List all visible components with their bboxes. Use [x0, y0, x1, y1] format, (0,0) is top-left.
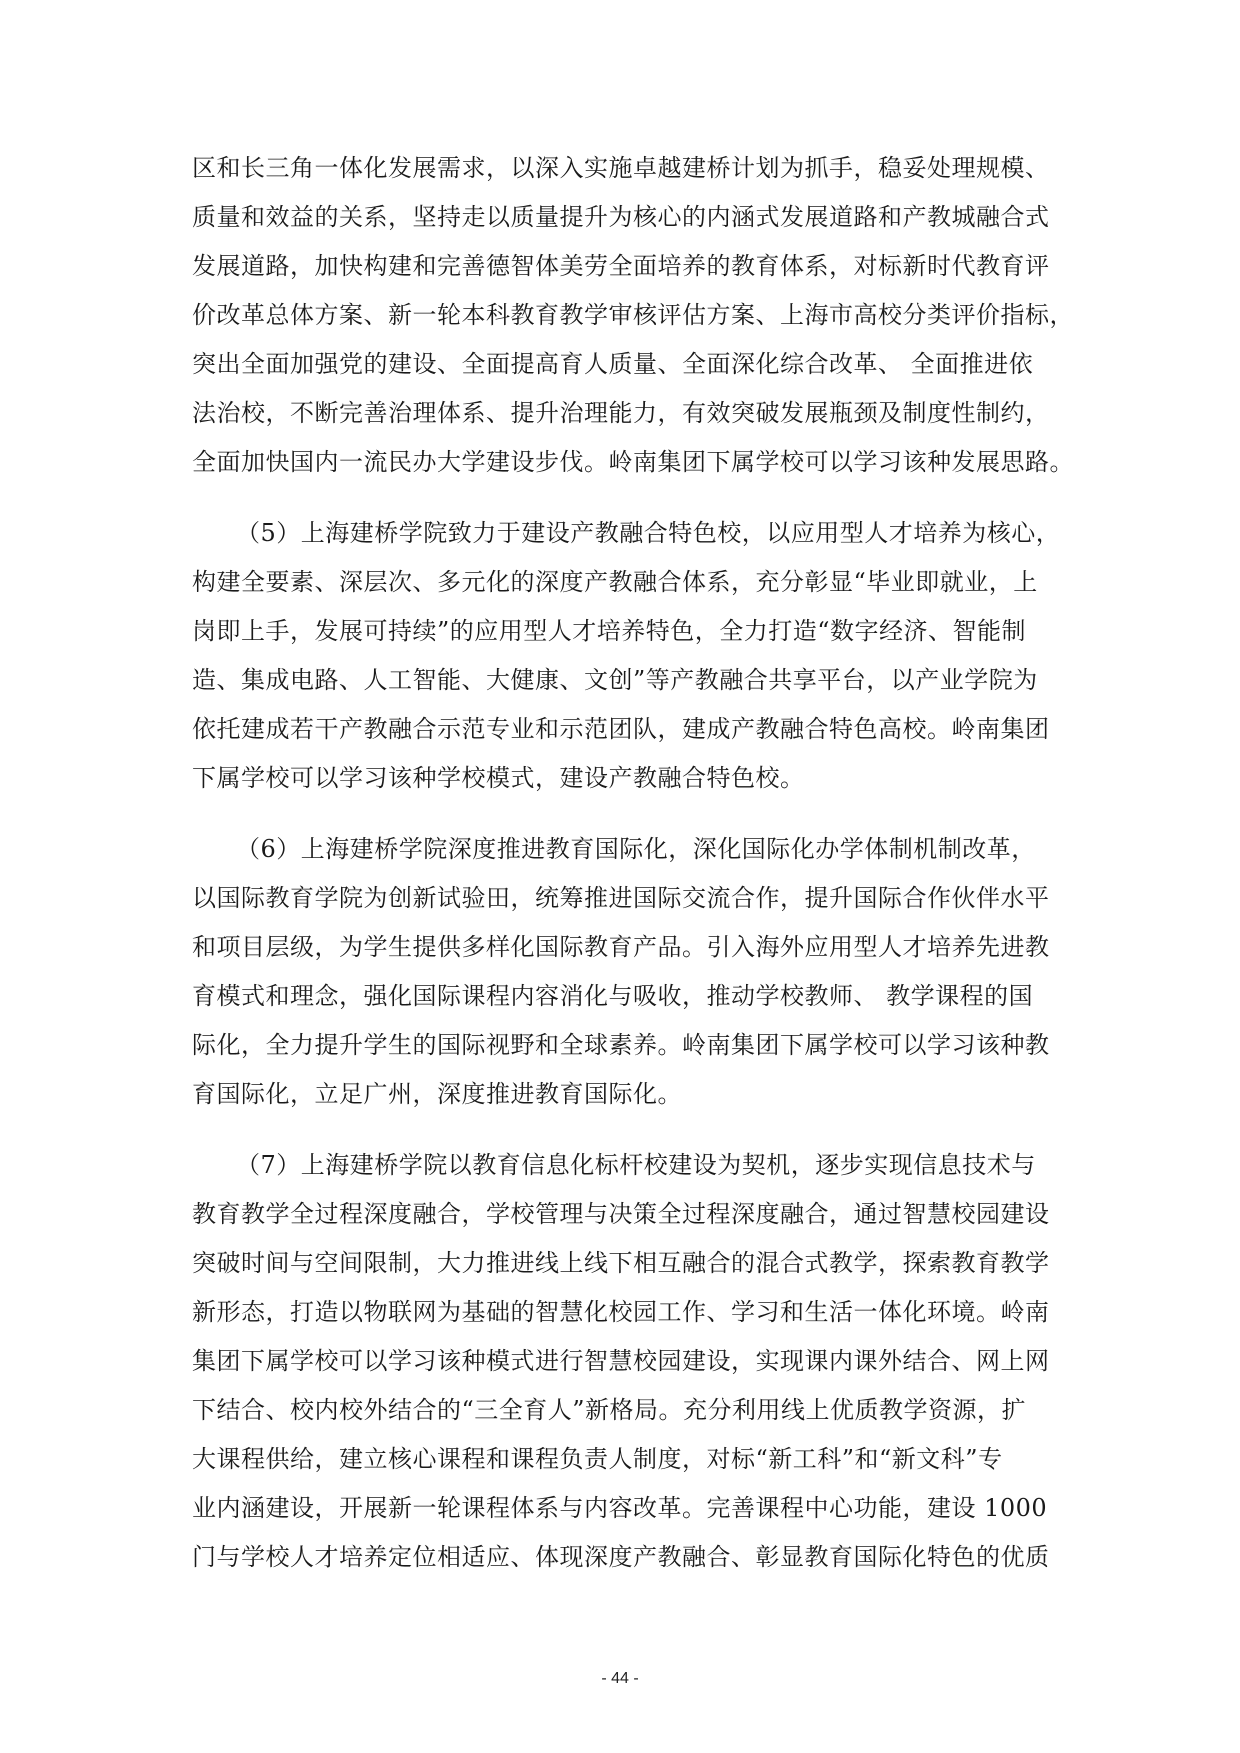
text-line: 突破时间与空间限制，大力推进线上线下相互融合的混合式教学，探索教育教学 — [192, 1249, 1050, 1277]
text-line: 法治校，不断完善治理体系、提升治理能力，有效突破发展瓶颈及制度性制约， — [192, 399, 1050, 427]
text-line: 大课程供给，建立核心课程和课程负责人制度，对标“新工科”和“新文科”专 — [192, 1445, 1003, 1473]
text-line: 下结合、校内校外结合的“三全育人”新格局。充分利用线上优质教学资源，扩 — [192, 1396, 1027, 1424]
paragraph-item-5 — [192, 509, 1062, 803]
text-line: 下属学校可以学习该种学校模式，建设产教融合特色校。 — [192, 764, 805, 792]
text-line: 发展道路，加快构建和完善德智体美劳全面培养的教育体系，对标新时代教育评 — [192, 252, 1050, 280]
text-line: 育模式和理念，强化国际课程内容消化与吸收，推动学校教师、 教学课程的国 — [192, 982, 1034, 1010]
text-line: 以国际教育学院为创新试验田，统筹推进国际交流合作，提升国际合作伙伴水平 — [192, 884, 1050, 912]
text-line: 新形态，打造以物联网为基础的智慧化校园工作、学习和生活一体化环境。岭南 — [192, 1298, 1050, 1326]
text-line: 依托建成若干产教融合示范专业和示范团队，建成产教融合特色高校。岭南集团 — [192, 715, 1050, 743]
text-line: 和项目层级，为学生提供多样化国际教育产品。引入海外应用型人才培养先进教 — [192, 933, 1050, 961]
text-line: 集团下属学校可以学习该种模式进行智慧校园建设，实现课内课外结合、网上网 — [192, 1347, 1050, 1375]
text-line: 价改革总体方案、新一轮本科教育教学审核评估方案、上海市高校分类评价指标， — [192, 301, 1074, 329]
text-line: 突出全面加强党的建设、全面提高育人质量、全面深化综合改革、 全面推进依 — [192, 350, 1034, 378]
text-line: 育国际化，立足广州，深度推进教育国际化。 — [192, 1080, 682, 1108]
paragraph-continuation — [192, 144, 1074, 487]
text-line: （5）上海建桥学院致力于建设产教融合特色校，以应用型人才培养为核心， — [236, 519, 1061, 547]
text-line: 教育教学全过程深度融合，学校管理与决策全过程深度融合，通过智慧校园建设 — [192, 1200, 1050, 1228]
text-line: 造、集成电路、人工智能、大健康、文创”等产教融合共享平台，以产业学院为 — [192, 666, 1038, 694]
body-text — [192, 144, 1074, 1604]
text-line: 岗即上手，发展可持续”的应用型人才培养特色，全力打造“数字经济、智能制 — [192, 617, 1027, 645]
text-line: 全面加快国内一流民办大学建设步伐。岭南集团下属学校可以学习该种发展思路。 — [192, 448, 1074, 476]
text-line: （7）上海建桥学院以教育信息化标杆校建设为契机，逐步实现信息技术与 — [236, 1151, 1036, 1179]
paragraph-item-7 — [192, 1141, 1062, 1582]
text-line: 业内涵建设，开展新一轮课程体系与内容改革。完善课程中心功能，建设 1000 — [192, 1494, 1048, 1522]
text-line: 构建全要素、深层次、多元化的深度产教融合体系，充分彰显“毕业即就业，上 — [192, 568, 1038, 596]
text-line: 门与学校人才培养定位相适应、体现深度产教融合、彰显教育国际化特色的优质 — [192, 1543, 1050, 1571]
page-number: - 44 - — [601, 1670, 639, 1687]
text-line: 区和长三角一体化发展需求，以深入实施卓越建桥计划为抓手，稳妥处理规模、 — [192, 154, 1050, 182]
text-line: 质量和效益的关系，坚持走以质量提升为核心的内涵式发展道路和产教城融合式 — [192, 203, 1050, 231]
text-line: 际化，全力提升学生的国际视野和全球素养。岭南集团下属学校可以学习该种教 — [192, 1031, 1050, 1059]
text-line: （6）上海建桥学院深度推进教育国际化，深化国际化办学体制机制改革， — [236, 835, 1036, 863]
paragraph-item-6 — [192, 825, 1062, 1119]
